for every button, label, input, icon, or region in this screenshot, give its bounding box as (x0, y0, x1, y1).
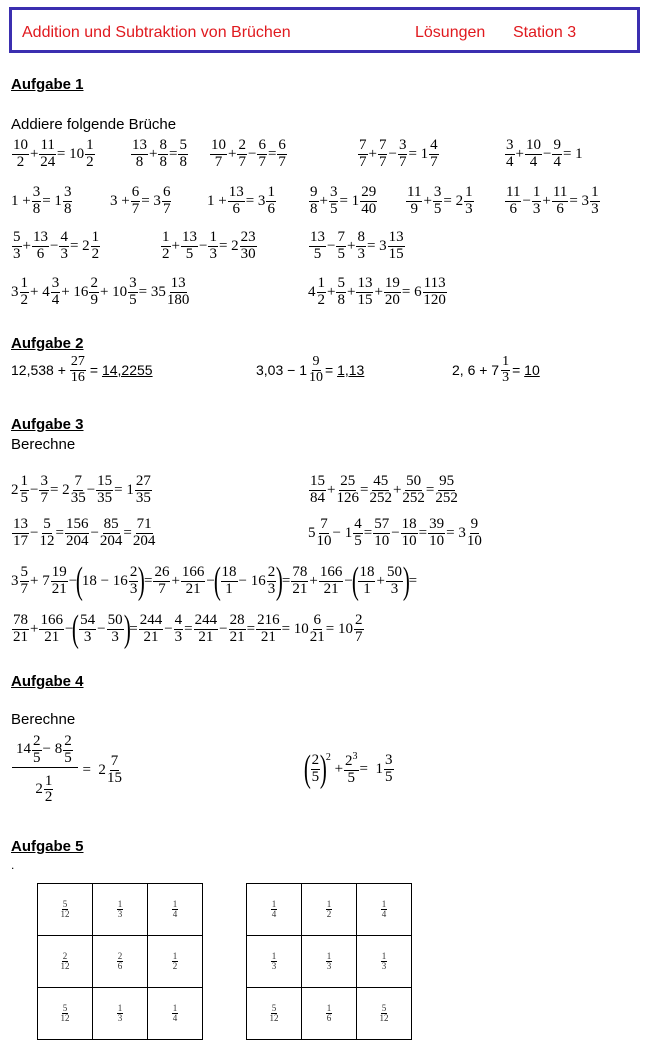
grid-left-cell: $\frac{1}{2}$ (148, 936, 203, 988)
grid-right-cell: $\frac{1}{6}$ (302, 988, 357, 1040)
a1-eq6: 1 + 3 8 = 1 3 8 (11, 184, 72, 217)
a1-eq12: 5 3 + 13 6 − 4 3 = 2 1 2 (13, 229, 100, 262)
header-title: Addition und Subtraktion von Brüchen (22, 24, 291, 41)
a3-eq5: 3 5 7 + 7 19 21 − ( 18 − 16 2 3 ) = 26 7 + 166 21 − ( 18 1 − 16 2 3 ) = 78 21 + 166 21 − ( 18 1 + 50 3 ) = (11, 560, 418, 602)
a2-eq3: 2, 6 + 7 1 3 = 10 (452, 354, 540, 385)
grid-left (37, 883, 203, 1040)
a1-eq7: 3 + 6 7 = 3 6 7 (110, 184, 171, 217)
a1-eq3: 10 7 + 2 7 − 6 7 = 6 7 (211, 137, 286, 170)
header-box (9, 7, 640, 53)
aufgabe1-instruction: Addiere folgende Brüche (11, 116, 177, 133)
aufgabe4-instruction: Berechne (11, 711, 76, 728)
a2-eq1: 12,538 + $\frac{27}{16}$ = 14,2255 (11, 354, 153, 385)
aufgabe5-heading: Aufgabe 5 (11, 838, 84, 855)
aufgabe3-heading: Aufgabe 3 (11, 416, 84, 433)
header-loesungen: Lösungen (415, 24, 486, 41)
a1-eq14: 13 5 − 7 5 + 8 3 = 3 13 15 (310, 229, 404, 262)
a1-eq4: 7 7 + 7 7 − 3 7 = 1 4 7 (359, 137, 438, 170)
a1-eq16: 4 1 2 + 5 8 + 13 15 + 19 20 = 6 113 120 (308, 275, 446, 308)
aufgabe3-instruction: Berechne (11, 436, 76, 453)
a2-eq2: 3,03 − 1 9 10 = 1,13 (256, 354, 365, 385)
a3-eq3: 13 17 − 5 12 = 156 204 − 85 204 = 71 204 (13, 516, 156, 549)
a3-eq1: 2 1 5 − 3 7 = 2 7 35 − 15 35 = 1 27 35 (11, 473, 151, 506)
grid-right-cell: $\frac{5}{12}$ (357, 988, 412, 1040)
grid-right-cell: $\frac{1}{4}$ (247, 884, 302, 936)
a1-eq11: 11 6 − 1 3 + 11 6 = 3 1 3 (506, 184, 599, 217)
grid-left-cell: $\frac{1}{4}$ (148, 988, 203, 1040)
grid-left-cell: $\frac{1}{4}$ (148, 884, 203, 936)
grid-left-cell: $\frac{5}{12}$ (38, 988, 93, 1040)
a1-eq10: 11 9 + 3 5 = 2 1 3 (407, 184, 473, 217)
grid-left-cell: $\frac{5}{12}$ (38, 884, 93, 936)
grid-left-cell: $\frac{2}{6}$ (93, 936, 148, 988)
a1-eq13: 1 2 + 13 5 − 1 3 = 2 23 30 (162, 229, 256, 262)
a2-eq1-result: 14,2255 (101, 362, 153, 379)
a3-eq4: 5 7 10 − 1 4 5 = 57 10 − 18 10 = 39 10 = 3 9 10 (308, 516, 482, 549)
a3-eq6: 78 21 + 166 21 − ( 54 3 − 50 3 ) = 244 21 − 4 3 = 244 21 − 28 21 = 216 21 = 10 6 21 = 10 2 7 (13, 608, 363, 650)
aufgabe2-heading: Aufgabe 2 (11, 335, 84, 352)
a1-eq1: 10 2 + 11 24 = 10 1 2 (13, 137, 94, 170)
aufgabe1-heading: Aufgabe 1 (11, 76, 84, 93)
grid-left-cell: $\frac{1}{3}$ (93, 884, 148, 936)
a2-eq2-result: 1,13 (337, 362, 365, 379)
a4-eq1: 14 2 5 − 8 2 5 2 1 2 = 2 7 15 (11, 734, 123, 806)
a1-eq8: 1 + 13 6 = 3 1 6 (207, 184, 275, 217)
grid-right-cell: $\frac{1}{3}$ (357, 936, 412, 988)
grid-right-cell: $\frac{1}{3}$ (302, 936, 357, 988)
a1-eq5: 3 4 + 10 4 − 9 4 = 1 (506, 137, 583, 170)
grid-left-cell: $\frac{2}{12}$ (38, 936, 93, 988)
a1-eq15: 3 1 2 + 4 3 4 + 16 2 9 + 10 3 5 = 35 13 180 (11, 275, 190, 308)
a2-eq3-result: 10 (524, 362, 540, 379)
a4-eq2: ( 2 5 ) 2 + $2^3$ 5 = 1 3 5 (303, 748, 393, 790)
aufgabe5-dot: . (11, 858, 15, 872)
header-station: Station 3 (513, 24, 577, 41)
grid-right-cell: $\frac{1}{2}$ (302, 884, 357, 936)
a2-eq3-lead: 2, 6 + 7 (452, 362, 500, 379)
a2-eq2-lead: 3,03 − 1 (256, 362, 307, 379)
grid-left-cell: $\frac{1}{3}$ (93, 988, 148, 1040)
a1-eq9: 9 8 + 3 5 = 1 29 40 (310, 184, 377, 217)
a2-eq1-lead: 12,538 + (11, 362, 66, 379)
aufgabe4-heading: Aufgabe 4 (11, 673, 84, 690)
a1-eq2: 13 8 + 8 8 = 5 8 (132, 137, 187, 170)
grid-right-cell: $\frac{5}{12}$ (247, 988, 302, 1040)
grid-right (246, 883, 412, 1040)
grid-right-cell: $\frac{1}{3}$ (247, 936, 302, 988)
a3-eq2: 15 84 + 25 126 = 45 252 + 50 252 = 95 252 (310, 473, 458, 506)
grid-right-cell: $\frac{1}{4}$ (357, 884, 412, 936)
